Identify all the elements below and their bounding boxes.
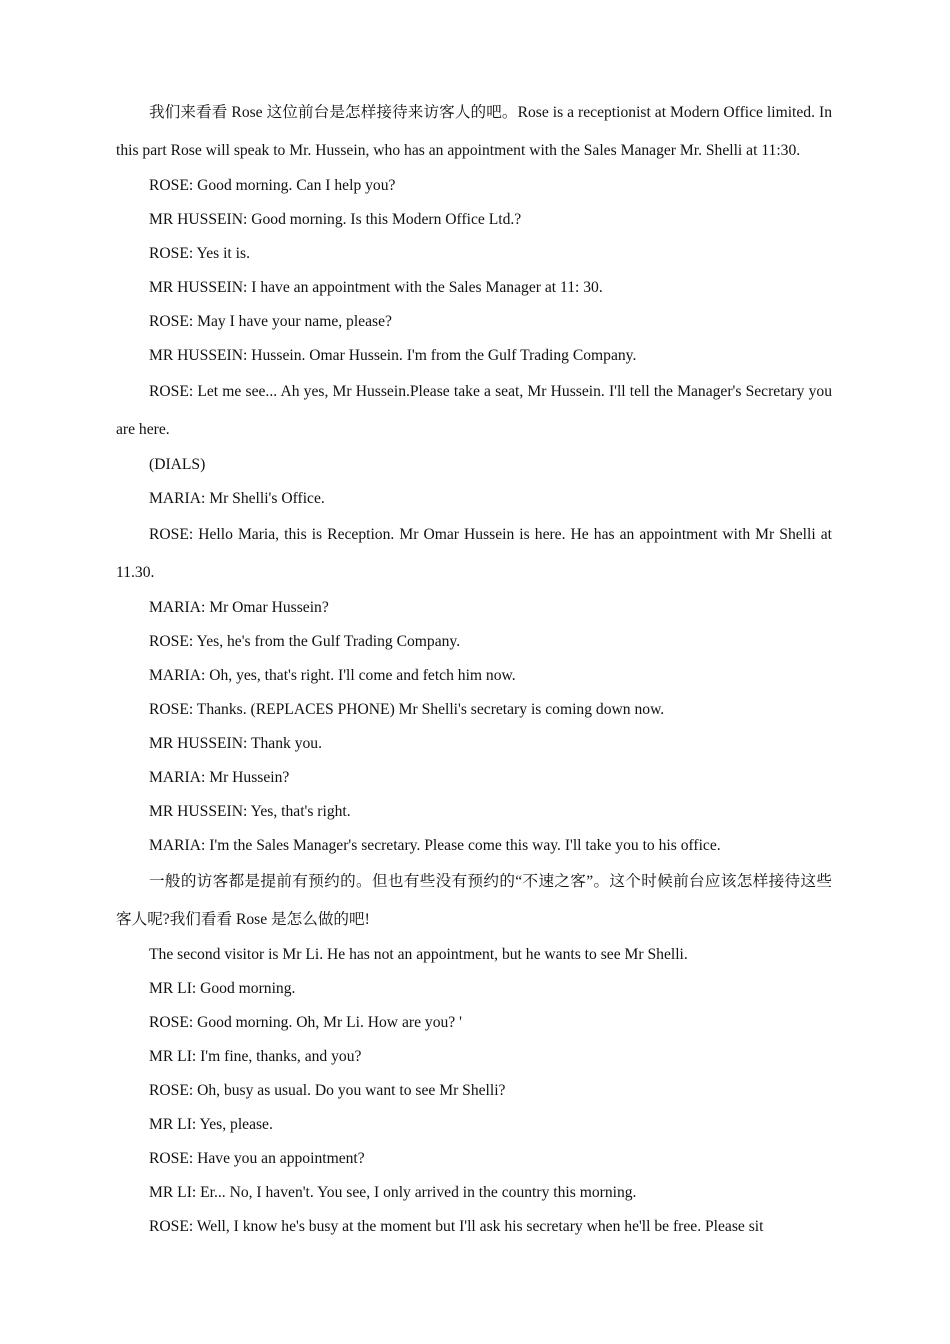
intro-paragraph: 我们来看看 Rose 这位前台是怎样接待来访客人的吧。Rose is a receptionist at Modern Office limited. In this part Rose will speak to Mr. Hussein, who has an appointment with the Sales Manager Mr. Shelli at 11:30. (116, 104, 832, 159)
dialogue-line: ROSE: Good morning. Can I help you? (149, 177, 396, 194)
dialogue-text (116, 94, 832, 1244)
dialogue-line: ROSE: May I have your name, please? (149, 313, 392, 330)
dialogue-line: ROSE: Let me see... Ah yes, Mr Hussein.Please take a seat, Mr Hussein. I'll tell the Manager's Secretary you are here. (116, 383, 832, 438)
dialogue-line: MR LI: I'm fine, thanks, and you? (149, 1048, 362, 1065)
dialogue-line: MR HUSSEIN: I have an appointment with the Sales Manager at 11: 30. (149, 279, 603, 296)
dialogue-line: MR HUSSEIN: Good morning. Is this Modern Office Ltd.? (149, 211, 522, 228)
dialogue-line: MARIA: Mr Omar Hussein? (149, 599, 329, 616)
dialogue-line: ROSE: Yes, he's from the Gulf Trading Company. (149, 633, 461, 650)
scene-intro: The second visitor is Mr Li. He has not an appointment, but he wants to see Mr Shelli. (149, 946, 688, 963)
dialogue-line: MR LI: Good morning. (149, 980, 296, 997)
dialogue-line: MR LI: Yes, please. (149, 1116, 273, 1133)
dialogue-line: ROSE: Good morning. Oh, Mr Li. How are you? ' (149, 1014, 462, 1031)
stage-direction: (DIALS) (149, 456, 206, 473)
dialogue-line: ROSE: Yes it is. (149, 245, 250, 262)
dialogue-line: ROSE: Oh, busy as usual. Do you want to see Mr Shelli? (149, 1082, 506, 1099)
dialogue-line: ROSE: Thanks. (REPLACES PHONE) Mr Shelli's secretary is coming down now. (149, 701, 665, 718)
dialogue-line: MARIA: Mr Hussein? (149, 769, 290, 786)
dialogue-line: ROSE: Have you an appointment? (149, 1150, 365, 1167)
dialogue-line: MARIA: Oh, yes, that's right. I'll come and fetch him now. (149, 667, 516, 684)
dialogue-line: MARIA: Mr Shelli's Office. (149, 490, 325, 507)
dialogue-line: MR HUSSEIN: Hussein. Omar Hussein. I'm from the Gulf Trading Company. (149, 347, 637, 364)
dialogue-line: MR HUSSEIN: Thank you. (149, 735, 322, 752)
dialogue-line: ROSE: Hello Maria, this is Reception. Mr Omar Hussein is here. He has an appointment with Mr Shelli at 11.30. (116, 526, 832, 581)
dialogue-line: MR HUSSEIN: Yes, that's right. (149, 803, 351, 820)
document-page (116, 94, 832, 1244)
dialogue-line: ROSE: Well, I know he's busy at the moment but I'll ask his secretary when he'll be free. Please sit (149, 1218, 764, 1235)
dialogue-line: MR LI: Er... No, I haven't. You see, I only arrived in the country this morning. (149, 1184, 637, 1201)
transition-paragraph: 一般的访客都是提前有预约的。但也有些没有预约的“不速之客”。这个时候前台应该怎样接待这些客人呢?我们看看 Rose 是怎么做的吧! (116, 873, 832, 928)
dialogue-line: MARIA: I'm the Sales Manager's secretary. Please come this way. I'll take you to his office. (149, 837, 721, 854)
